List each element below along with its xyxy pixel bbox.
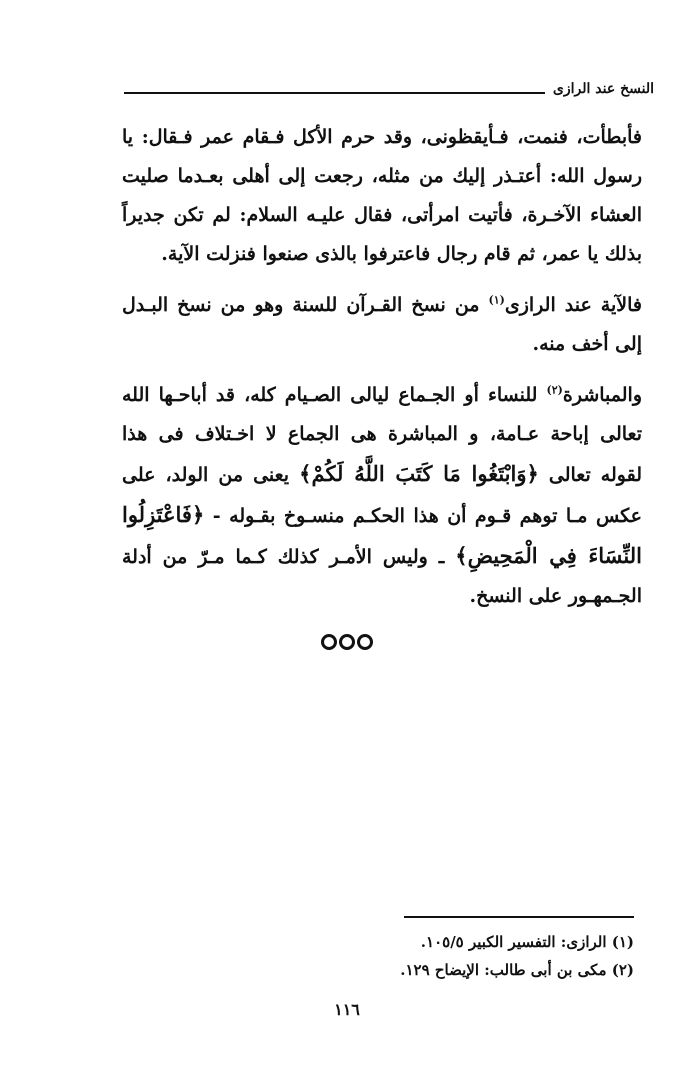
header-rule: [124, 92, 545, 94]
paragraph-2-text-b: من نسخ القـرآن للسنة وهو من نسخ البـدل إلى أخف منه.: [122, 294, 642, 355]
quran-quote-2: ﴿فَاعْتَزِلُوا النِّسَاءَ فِي الْمَحِيضِ﴾: [122, 502, 642, 568]
footnote-2: (٢) مكى بن أبى طالب: الإيضاح ١٢٩.: [400, 961, 634, 979]
footnotes: [74, 928, 634, 984]
footnote-rule: [404, 916, 634, 918]
paragraph-2-text-a: فالآية عند الرازى: [504, 294, 642, 316]
paragraph-3-text-c: يعنى من الولد، على عكس مـا توهم قـوم أن هذا الحكـم منسـوخ بقـوله -: [122, 464, 642, 527]
page-number: ١١٦: [334, 1000, 360, 1019]
body-text: [122, 118, 642, 628]
footnote-ref-2: (٢): [546, 383, 563, 397]
quran-quote-1: ﴿وَابْتَغُوا مَا كَتَبَ اللَّهُ لَكُمْ﴾: [299, 461, 539, 486]
running-header-title: النسخ عند الرازى: [552, 81, 654, 97]
running-header: [124, 80, 654, 98]
paragraph-1: فأبطأت، فنمت، فـأيقظونى، وقد حرم الأكل فـقام عمر فـقال: يا رسول الله: أعتـذر إليك من مثله، رجعت إلى أهلى بعـدما صليت العشاء الآخـرة، فأتيت امرأتى، فقال عليـه السلام: لم تكن جديراً بذلك يا عمر، ثم قام رجال فاعترفوا بالذى صنعوا فنزلت الآية.: [122, 126, 642, 265]
section-separator: [0, 632, 694, 656]
paragraph-3: [122, 376, 642, 616]
footnote-1: (١) الرازى: التفسير الكبير ١٠٥/٥.: [420, 933, 634, 951]
paragraph-2: [122, 286, 642, 364]
three-circles-ornament-icon: [317, 632, 377, 652]
paragraph-3-text-a: والمباشرة: [562, 384, 642, 406]
paragraph-3-text-b: للنساء أو الجـماع ليالى الصـيام كله، قد أباحـها الله تعالى إباحة عـامة، و المباشرة هى الجماع لا اخـتلاف فى هذا لقوله تعالى: [122, 384, 642, 486]
paragraph-3-text-d: ـ وليس الأمـر كذلك كـما مـرّ من أدلة الجـمهـور على النسخ.: [122, 546, 642, 607]
footnote-ref-1: (١): [488, 293, 505, 307]
